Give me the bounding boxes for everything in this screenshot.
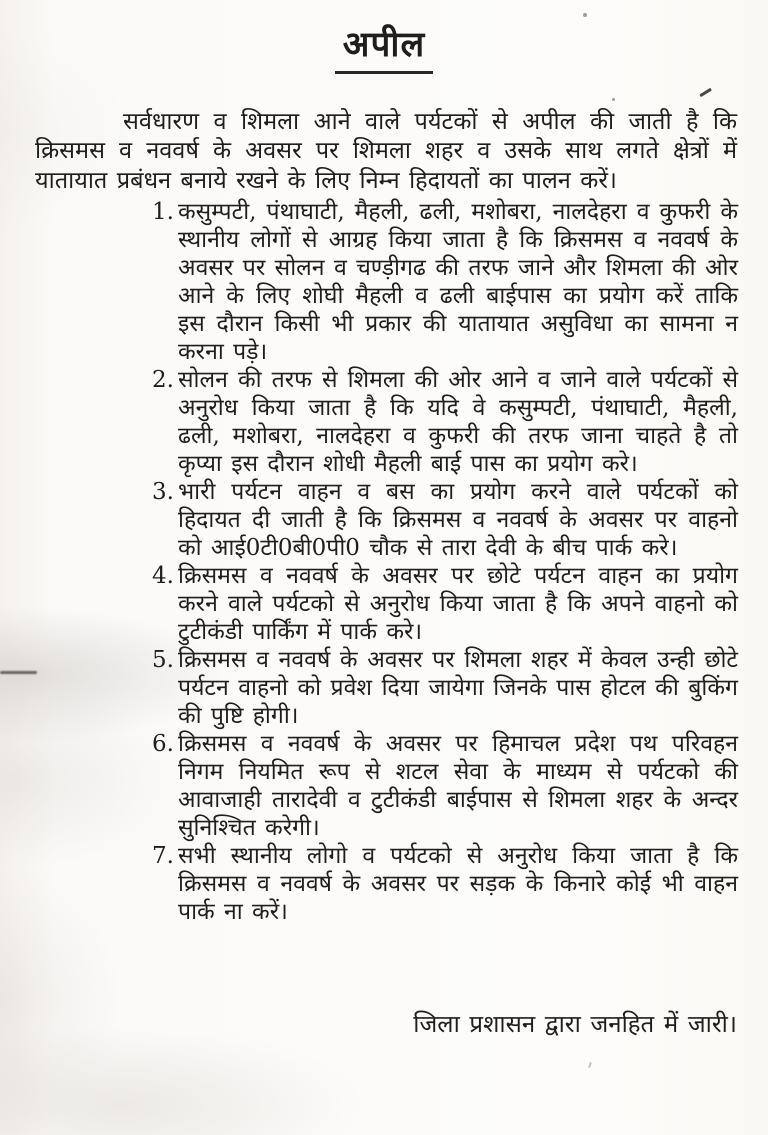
page-title [0,20,768,74]
item-number: 1. [152,199,174,225]
list-item [152,842,738,926]
scan-speck-artifact [588,1062,592,1068]
item-text: क्रिसमस व नववर्ष के अवसर पर छोटे पर्यटन वाहन का प्रयोग करने वाले पर्यटको से अनुरोध किया जाता है कि अपने वाहनो को टुटीकंडी पार्किंग में पार्क करे। [178,563,738,645]
item-number: 3. [152,479,174,505]
item-text: कसुम्पटी, पंथाघाटी, मैहली, ढली, मशोबरा, नालदेहरा व कुफरी के स्थानीय लोगों से आग्रह किया जाता है कि क्रिसमस व नववर्ष के अवसर पर सोलन व चण्ड़ीगढ की तरफ जाने और शिमला की ओर आने के लिए शोघी मैहली व ढली बाईपास का प्रयोग करें ताकि इस दौरान किसी भी प्रकार की यातायात असुविधा का सामना न करना पड़े। [178,199,738,365]
list-item [152,366,738,478]
item-number: 5. [152,647,174,673]
instruction-list [152,198,738,926]
item-text: भारी पर्यटन वाहन व बस का प्रयोग करने वाले पर्यटकों को हिदायत दी जाती है कि क्रिसमस व नववर्ष के अवसर पर वाहनो को आई0टी0बी0पी0 चौक से तारा देवी के बीच पार्क करे। [178,479,738,561]
item-text: सभी स्थानीय लोगो व पर्यटको से अनुरोध किया जाता है कि क्रिसमस व नववर्ष के अवसर पर सड़क के किनारे कोई भी वाहन पार्क ना करें। [178,843,738,925]
scan-speck-artifact [583,13,587,17]
list-item [152,730,738,842]
issued-by-line: जिला प्रशासन द्वारा जनहित में जारी। [413,1010,737,1038]
item-number: 2. [152,367,174,393]
intro-paragraph: सर्वधारण व शिमला आने वाले पर्यटकों से अपील की जाती है कि क्रिसमस व नववर्ष के अवसर पर शिमला शहर व उसके साथ लगते क्षेत्रों में यातायात प्रबंधन बनाये रखने के लिए निम्न हिदायतों का पालन करें। [35,106,737,194]
list-item [152,478,738,562]
item-number: 6. [152,731,174,757]
item-number: 4. [152,563,174,589]
item-text: सोलन की तरफ से शिमला की ओर आने व जाने वाले पर्यटकों से अनुरोध किया जाता है कि यदि वे कसुम्पटी, पंथाघाटी, मैहली, ढली, मशोबरा, नालदेहरा व कुफरी की तरफ जाना चाहते है तो कृप्या इस दौरान शोधी मैहली बाई पास का प्रयोग करे। [178,367,738,477]
page-title-text: अपील [335,20,433,74]
scan-arrow-artifact [699,88,711,97]
scan-line-artifact [0,671,37,674]
item-number: 7. [152,843,174,869]
list-item [152,646,738,730]
item-text: क्रिसमस व नववर्ष के अवसर पर हिमाचल प्रदेश पथ परिवहन निगम नियमित रूप से शटल सेवा के माध्यम से पर्यटको की आवाजाही तारादेवी व टुटीकंडी बाईपास से शिमला शहर के अन्दर सुनिश्चित करेगी। [178,731,738,841]
list-item [152,562,738,646]
list-item [152,198,738,366]
item-text: क्रिसमस व नववर्ष के अवसर पर शिमला शहर में केवल उन्ही छोटे पर्यटन वाहनो को प्रवेश दिया जायेगा जिनके पास होटल की बुकिंग की पुष्टि होगी। [178,647,738,729]
scan-speck-artifact [612,98,615,101]
